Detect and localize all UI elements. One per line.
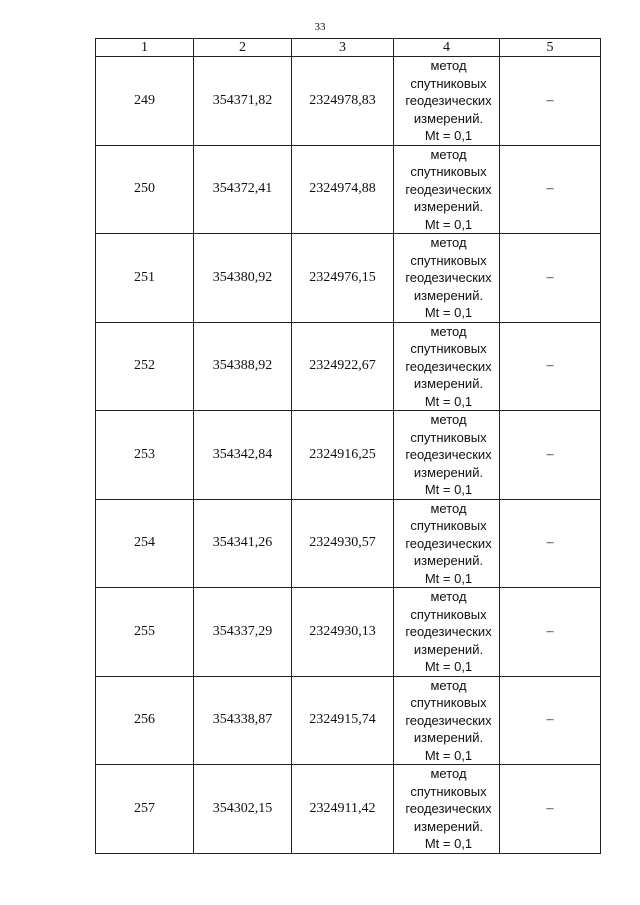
table-row — [96, 234, 601, 323]
method-text-line: метод — [430, 677, 467, 693]
method-text-line: измерений. — [413, 641, 484, 657]
method-text-line: геодезических — [405, 535, 492, 551]
method-text-line: измерений. — [413, 553, 484, 568]
method-text-line: Mt = 0,1 — [424, 482, 473, 497]
y-coordinate-cell: 2324930,13 — [292, 588, 394, 677]
method-text-line: измерений. — [413, 818, 484, 834]
method-text-line: спутниковых — [410, 164, 487, 179]
method-cell — [394, 499, 500, 588]
method-text-line: Mt = 0,1 — [424, 570, 473, 586]
table-row — [96, 57, 601, 146]
method-text-line: спутниковых — [410, 783, 487, 799]
note-cell: – — [500, 499, 601, 588]
x-coordinate-cell: 354380,92 — [194, 234, 292, 323]
table-header-row — [96, 39, 601, 57]
method-text-line: метод — [430, 323, 467, 339]
method-text-line: Mt = 0,1 — [424, 393, 473, 409]
y-coordinate-cell: 2324978,83 — [292, 57, 394, 146]
table-row — [96, 499, 601, 588]
method-text-line: спутниковых — [410, 429, 487, 445]
point-number-cell: 251 — [96, 234, 194, 323]
note-cell: – — [500, 234, 601, 323]
method-text-line: спутниковых — [410, 252, 487, 268]
method-cell — [394, 322, 500, 411]
method-text-line: геодезических — [405, 712, 492, 728]
method-text-line: Mt = 0,1 — [424, 128, 473, 143]
y-coordinate-cell: 2324930,57 — [292, 499, 394, 588]
method-text-line: спутниковых — [410, 606, 487, 622]
column-header: 2 — [194, 39, 292, 57]
method-text-line: геодезических — [405, 624, 492, 639]
note-cell: – — [500, 765, 601, 854]
x-coordinate-cell: 354342,84 — [194, 411, 292, 500]
method-text-line: метод — [430, 766, 467, 781]
note-cell: – — [500, 145, 601, 234]
method-text-line: спутниковых — [410, 518, 487, 533]
point-number-cell: 256 — [96, 676, 194, 765]
method-text-line: измерений. — [413, 376, 484, 391]
method-text-line: Mt = 0,1 — [424, 836, 473, 851]
method-text-line: метод — [430, 146, 467, 162]
method-text-line: измерений. — [413, 730, 484, 745]
x-coordinate-cell: 354372,41 — [194, 145, 292, 234]
point-number-cell: 257 — [96, 765, 194, 854]
table-row — [96, 322, 601, 411]
method-text-line: геодезических — [405, 270, 492, 285]
method-cell — [394, 676, 500, 765]
method-text-line: измерений. — [413, 199, 484, 214]
x-coordinate-cell: 354371,82 — [194, 57, 292, 146]
y-coordinate-cell: 2324916,25 — [292, 411, 394, 500]
method-text-line: метод — [430, 412, 467, 427]
method-text-line: геодезических — [405, 358, 492, 374]
method-text-line: Mt = 0,1 — [424, 305, 473, 320]
method-text-line: метод — [430, 500, 467, 516]
y-coordinate-cell: 2324911,42 — [292, 765, 394, 854]
x-coordinate-cell: 354341,26 — [194, 499, 292, 588]
method-text-line: измерений. — [413, 110, 484, 126]
x-coordinate-cell: 354337,29 — [194, 588, 292, 677]
point-number-cell: 250 — [96, 145, 194, 234]
note-cell: – — [500, 411, 601, 500]
y-coordinate-cell: 2324974,88 — [292, 145, 394, 234]
x-coordinate-cell: 354388,92 — [194, 322, 292, 411]
method-text-line: геодезических — [405, 93, 492, 108]
table-row — [96, 411, 601, 500]
table-row — [96, 145, 601, 234]
method-text-line: геодезических — [405, 801, 492, 816]
method-text-line: спутниковых — [410, 75, 487, 91]
column-header: 3 — [292, 39, 394, 57]
page-number: 33 — [314, 21, 326, 33]
method-text-line: Mt = 0,1 — [424, 216, 473, 232]
y-coordinate-cell: 2324922,67 — [292, 322, 394, 411]
x-coordinate-cell: 354338,87 — [194, 676, 292, 765]
method-text-line: спутниковых — [410, 695, 487, 710]
coordinates-table — [95, 38, 601, 854]
point-number-cell: 249 — [96, 57, 194, 146]
point-number-cell: 252 — [96, 322, 194, 411]
note-cell: – — [500, 676, 601, 765]
method-cell — [394, 234, 500, 323]
point-number-cell: 253 — [96, 411, 194, 500]
column-header: 5 — [500, 39, 601, 57]
y-coordinate-cell: 2324915,74 — [292, 676, 394, 765]
method-text-line: спутниковых — [410, 341, 487, 356]
method-text-line: измерений. — [413, 464, 484, 480]
table-row — [96, 588, 601, 677]
column-header: 1 — [96, 39, 194, 57]
method-cell — [394, 57, 500, 146]
table-row — [96, 765, 601, 854]
x-coordinate-cell: 354302,15 — [194, 765, 292, 854]
method-cell — [394, 411, 500, 500]
note-cell: – — [500, 588, 601, 677]
method-cell — [394, 588, 500, 677]
note-cell: – — [500, 322, 601, 411]
method-text-line: Mt = 0,1 — [424, 747, 473, 763]
method-text-line: метод — [430, 235, 467, 250]
method-text-line: геодезических — [405, 447, 492, 462]
note-cell: – — [500, 57, 601, 146]
method-text-line: метод — [430, 58, 467, 73]
method-cell — [394, 765, 500, 854]
method-cell — [394, 145, 500, 234]
table-body — [96, 57, 601, 854]
table-row — [96, 676, 601, 765]
method-text-line: геодезических — [405, 181, 492, 197]
method-text-line: Mt = 0,1 — [424, 659, 473, 674]
point-number-cell: 254 — [96, 499, 194, 588]
column-header: 4 — [394, 39, 500, 57]
point-number-cell: 255 — [96, 588, 194, 677]
method-text-line: метод — [430, 589, 467, 604]
y-coordinate-cell: 2324976,15 — [292, 234, 394, 323]
method-text-line: измерений. — [413, 287, 484, 303]
